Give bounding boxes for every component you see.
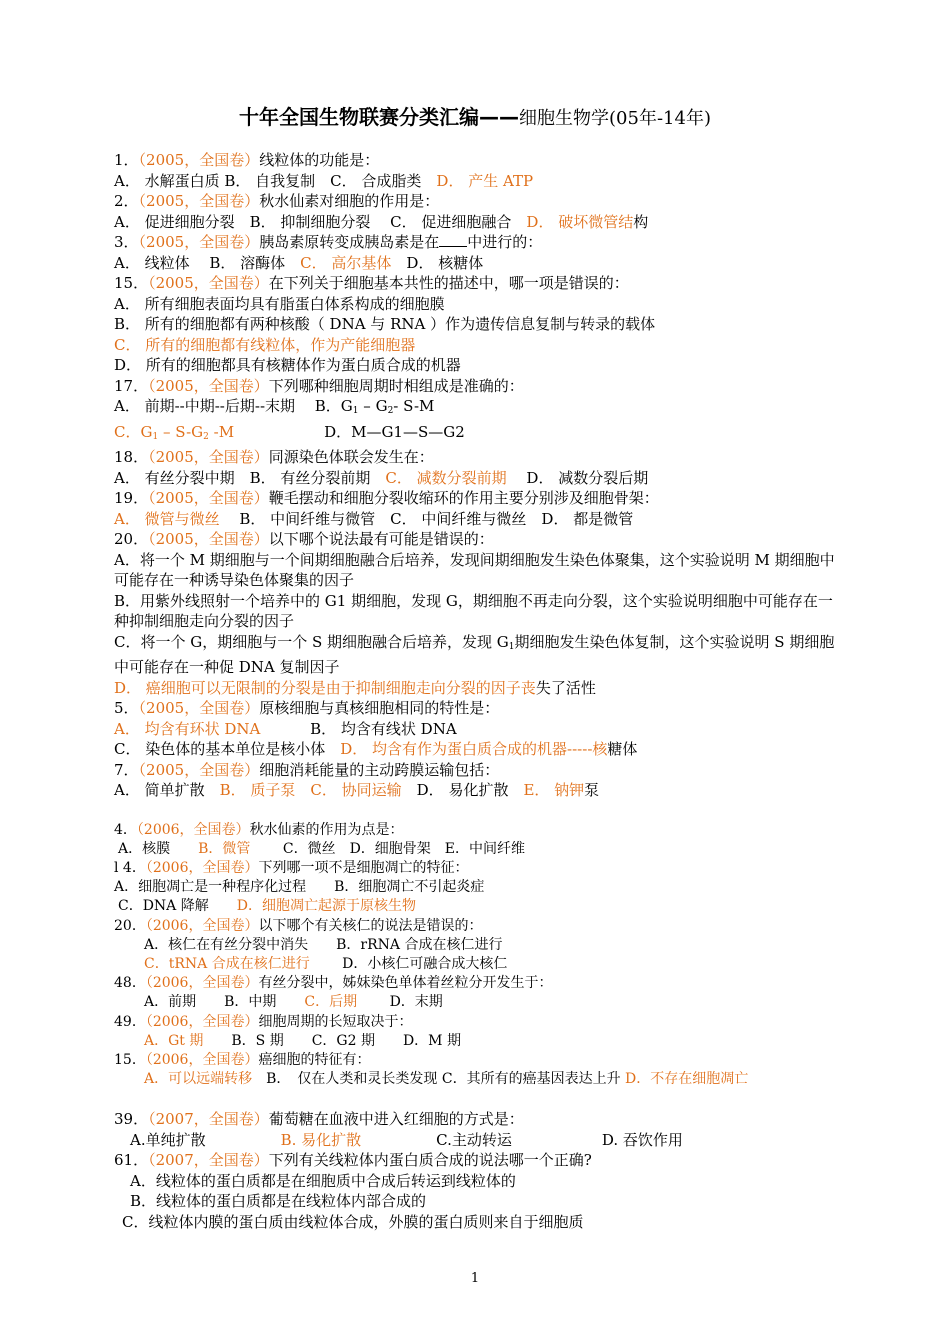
section-gap xyxy=(114,801,844,821)
question-line: 7．（2005，全国卷）细胞消耗能量的主动跨膜运输包括： xyxy=(114,760,500,779)
option-line: C．将一个 G，期细胞与一个 S 期细胞融合后培养，发现 $G_1$期细胞发生染色体复制，这个实验说明 S 期细胞中可能存在一种促 DNA 复制因子 xyxy=(114,632,835,676)
question-line: 2．（2005，全国卷）秋水仙素对细胞的作用是： xyxy=(114,192,440,210)
question-line: 39．（2007，全国卷）葡萄糖在血液中进入红细胞的方式是： xyxy=(114,1110,524,1129)
option-line: D． 癌细胞可以无限制的分裂是由于抑制细胞走向分裂的因子丧失了活性 xyxy=(114,678,596,697)
option-line: A．细胞凋亡是一种程序化过程 B．细胞凋亡不引起炎症 xyxy=(114,879,485,896)
question-line: 19．（2005，全国卷）鞭毛摆动和细胞分裂收缩环的作用主要分别涉及细胞骨架： xyxy=(114,489,659,507)
option-line: A．将一个 M 期细胞与一个间期细胞融合后培养，发现间期细胞发生染色体聚集，这个实验说明 M 期细胞中可能存在一种诱导染色体聚集的因子 xyxy=(114,550,835,589)
question-line: 15．（2005，全国卷）在下列关于细胞基本共性的描述中，哪一项是错误的： xyxy=(114,274,629,292)
question-line: 4．（2006，全国卷）秋水仙素的作用为点是： xyxy=(114,821,404,838)
option-line: C．tRNA 合成在核仁进行 D．小核仁可融合成大核仁 xyxy=(144,955,508,972)
option-line: B．线粒体的蛋白质都是在线粒体内部合成的 xyxy=(130,1192,427,1211)
option-line: C．$G_1 - S-G_2$ -M D．M—G1—S—G2 xyxy=(114,422,465,442)
page-number: 1 xyxy=(470,1271,480,1286)
option-line: A． 简单扩散 B． 质子泵 C． 协同运输 D． 易化扩散 E． 钠钾泵 xyxy=(114,781,600,799)
option-line: A． 水解蛋白质 B． 自我复制 C． 合成脂类 D． 产生 ATP xyxy=(114,171,534,190)
option-line: C． 染色体的基本单位是核小体 D． 均含有作为蛋白质合成的机器-----核糖体 xyxy=(114,740,638,758)
option-line: B．用紫外线照射一个培养中的 G1 期细胞，发现 G，期细胞不再走向分裂，这个实验说明细胞中可能存在一种抑制细胞走向分裂的因子 xyxy=(114,591,833,630)
answer-blank xyxy=(439,234,467,247)
question-line: 48．（2006，全国卷）有丝分裂中，姊妹染色单体着丝粒分开发生于： xyxy=(114,975,553,992)
option-line: A．线粒体的蛋白质都是在细胞质中合成后转运到线粒体的 xyxy=(130,1171,516,1190)
question-list xyxy=(114,150,844,1232)
option-line: A．核仁在有丝分裂中消失 B．rRNA 合成在核仁进行 xyxy=(144,936,503,953)
option-line: C．DNA 降解 D．细胞凋亡起源于原核生物 xyxy=(118,898,416,915)
title-sub: 细胞生物学(05年-14年) xyxy=(519,108,711,129)
option-line: A．Gt 期 B．S 期 C．G2 期 D．M 期 xyxy=(144,1032,461,1049)
option-line: A． 促进细胞分裂 B． 抑制细胞分裂 C． 促进细胞融合 D． 破坏微管结构 xyxy=(114,212,649,231)
option-line: A． 微管与微丝 B． 中间纤维与微管 C． 中间纤维与微丝 D． 都是微管 xyxy=(114,509,634,528)
question-line: 15．（2006，全国卷）癌细胞的特征有： xyxy=(114,1051,371,1068)
question-line: 3．（2005，全国卷）胰岛素原转变成胰岛素是在 中进行的： xyxy=(114,233,543,251)
section-gap xyxy=(114,1089,844,1109)
option-line: B． 所有的细胞都有两种核酸（ DNA 与 RNA ）作为遗传信息复制与转录的载体 xyxy=(114,315,656,333)
question-line: 20．（2005，全国卷）以下哪个说法最有可能是错误的： xyxy=(114,530,494,548)
question-line: 5．（2005，全国卷）原核细胞与真核细胞相同的特性是： xyxy=(114,699,500,717)
page-title xyxy=(0,104,950,132)
option-line: A．前期 B．中期 C．后期 D．末期 xyxy=(144,994,443,1011)
question-line: 18．（2005，全国卷）同源染色体联会发生在： xyxy=(114,448,434,466)
question-line: 17．（2005，全国卷）下列哪种细胞周期时相组成是准确的： xyxy=(114,376,524,395)
question-line: 61．（2007，全国卷）下列有关线粒体内蛋白质合成的说法哪一个正确? xyxy=(114,1151,592,1170)
option-line: A．可以远端转移 B． 仅在人类和灵长类发现 C．其所有的癌基因表达上升 D．不存在细胞凋亡 xyxy=(144,1071,749,1088)
title-main: 十年全国生物联赛分类汇编—— xyxy=(239,105,520,129)
question-line: 20．（2006，全国卷）以下哪个有关核仁的说法是错误的： xyxy=(114,917,483,934)
option-line: A． 有丝分裂中期 B． 有丝分裂前期 C． 减数分裂前期 D． 减数分裂后期 xyxy=(114,468,649,487)
question-line: l 4．（2006，全国卷）下列哪一项不是细胞凋亡的特征： xyxy=(114,859,469,876)
option-line: A.单纯扩散 B. 易化扩散 C.主动转运 D. 吞饮作用 xyxy=(130,1130,683,1149)
question-line: 49．（2006，全国卷）细胞周期的长短取决于： xyxy=(114,1013,413,1030)
option-line: C．线粒体内膜的蛋白质由线粒体合成，外膜的蛋白质则来自于细胞质 xyxy=(122,1212,584,1231)
question-line: 1．（2005，全国卷）线粒体的功能是： xyxy=(114,151,380,169)
option-line: A． 所有细胞表面均具有脂蛋白体系构成的细胞膜 xyxy=(114,294,445,313)
option-line: D． 所有的细胞都具有核糖体作为蛋白质合成的机器 xyxy=(114,356,461,374)
option-line: A． 前期--中期--后期--末期 B．$G_1 - G_2-$ S-M xyxy=(114,397,435,416)
option-line: C． 所有的细胞都有线粒体，作为产能细胞器 xyxy=(114,335,416,354)
option-line: A． 线粒体 B． 溶酶体 C． 高尔基体 D． 核糖体 xyxy=(114,253,484,272)
option-line: A．核膜 B．微管 C．微丝 D．细胞骨架 E．中间纤维 xyxy=(118,840,526,857)
option-line: A． 均含有环状 DNA B． 均含有线状 DNA xyxy=(114,719,457,738)
